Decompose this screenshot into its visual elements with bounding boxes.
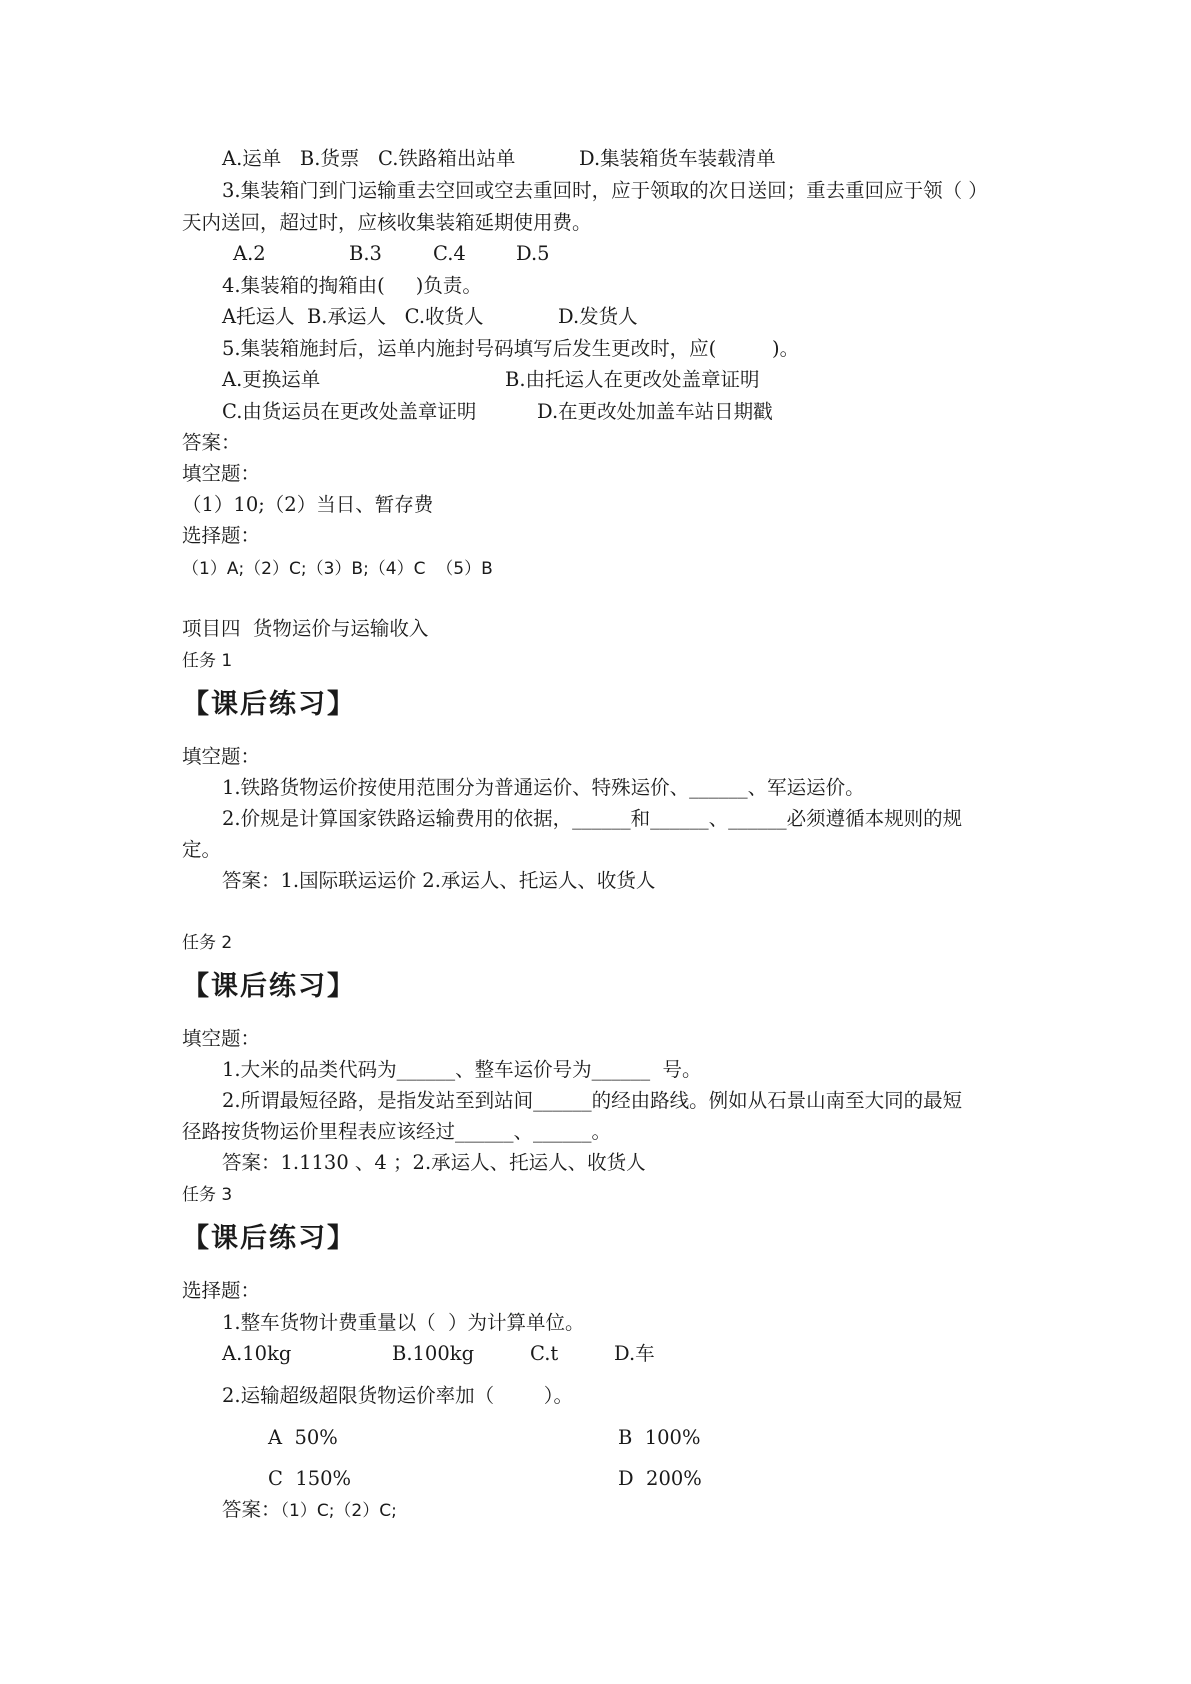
task3-q2: 2.运输超级超限货物运价率加（ ）。 [222,1384,573,1407]
task1-fill-label: 填空题： [182,745,261,768]
q3-text: 3.集装箱门到门运输重去空回或空去重回时，应于领取的次日送回；重去重回应于领（ ） [222,179,988,202]
choice-label: 选择题： [182,524,261,547]
task1-q2: 2.价规是计算国家铁路运输费用的依据，______和______、______必须遵循本规则的规 [222,807,963,830]
task2-q2-cont: 径路按货物运价里程表应该经过______、______。 [182,1120,612,1143]
task2-heading: 【课后练习】 [182,971,356,1002]
task1-q2-cont: 定。 [182,838,222,861]
task3-answer-prefix: 答案： [222,1498,281,1521]
q3-text-cont: 天内送回，超过时，应核收集装箱延期使用费。 [182,211,592,234]
choice-answer: （1）A;（2）C;（3）B;（4）C （5）B [182,559,493,579]
task3-answer [222,1497,397,1524]
q5-text: 5.集装箱施封后，运单内施封号码填写后发生更改时，应( )。 [222,337,800,360]
task2-label: 任务 2 [182,933,233,953]
task3-q2-option-b: B 100% [618,1426,701,1449]
task2-answer: 答案：1.1130 、4 ；2.承运人、托运人、收货人 [222,1151,646,1174]
q5-option-d: D.在更改处加盖车站日期戳 [537,400,773,423]
task1-label: 任务 1 [182,651,233,671]
task3-q2-option-d: D 200% [618,1467,702,1490]
task3-label: 任务 3 [182,1185,233,1205]
q4-text: 4.集装箱的掏箱由( )负责。 [222,274,482,297]
task3-q1-option-a: A.10kg [222,1342,292,1365]
q5-option-a: A.更换运单 [222,368,321,391]
task1-answer: 答案：1.国际联运运价 2.承运人、托运人、收货人 [222,869,656,892]
answer-label: 答案： [182,431,241,454]
task3-q1: 1.整车货物计费重量以（ ）为计算单位。 [222,1311,585,1334]
task3-q1-option-c: C.t [530,1342,559,1365]
task2-q2: 2.所谓最短径路，是指发站至到站间______的经由路线。例如从石景山南至大同的最短 [222,1089,963,1112]
q2-options-abc: A.运单 B.货票 C.铁路箱出站单 [222,147,516,170]
task1-heading: 【课后练习】 [182,689,356,720]
task3-q1-option-b: B.100kg [392,1342,475,1365]
q4-option-d: D.发货人 [558,305,638,328]
q4-options-abc: A托运人 B.承运人 C.收货人 [222,305,484,328]
q3-option-d: D.5 [516,242,550,265]
task3-q1-option-d: D.车 [614,1342,655,1365]
q5-option-c: C.由货运员在更改处盖章证明 [222,400,477,423]
task3-q2-option-a: A 50% [268,1426,338,1449]
fill-in-label: 填空题： [182,462,261,485]
task3-q2-option-c: C 150% [268,1467,352,1490]
q5-option-b: B.由托运人在更改处盖章证明 [505,368,760,391]
q3-option-b: B.3 [349,242,382,265]
task3-answer-value: （1）C;（2）C; [280,1501,397,1521]
project-title: 项目四 货物运价与运输收入 [182,617,429,640]
task2-fill-label: 填空题： [182,1027,261,1050]
task3-heading: 【课后练习】 [182,1223,356,1254]
q3-option-a: A.2 [233,242,266,265]
task2-q1: 1.大米的品类代码为______、整车运价号为______ 号。 [222,1058,702,1081]
fill-in-answer: （1）10;（2）当日、暂存费 [182,493,434,516]
q2-option-d: D.集装箱货车装载清单 [579,147,776,170]
task1-q1: 1.铁路货物运价按使用范围分为普通运价、特殊运价、______、军运运价。 [222,776,865,799]
q3-option-c: C.4 [433,242,466,265]
task3-choice-label: 选择题： [182,1279,261,1302]
